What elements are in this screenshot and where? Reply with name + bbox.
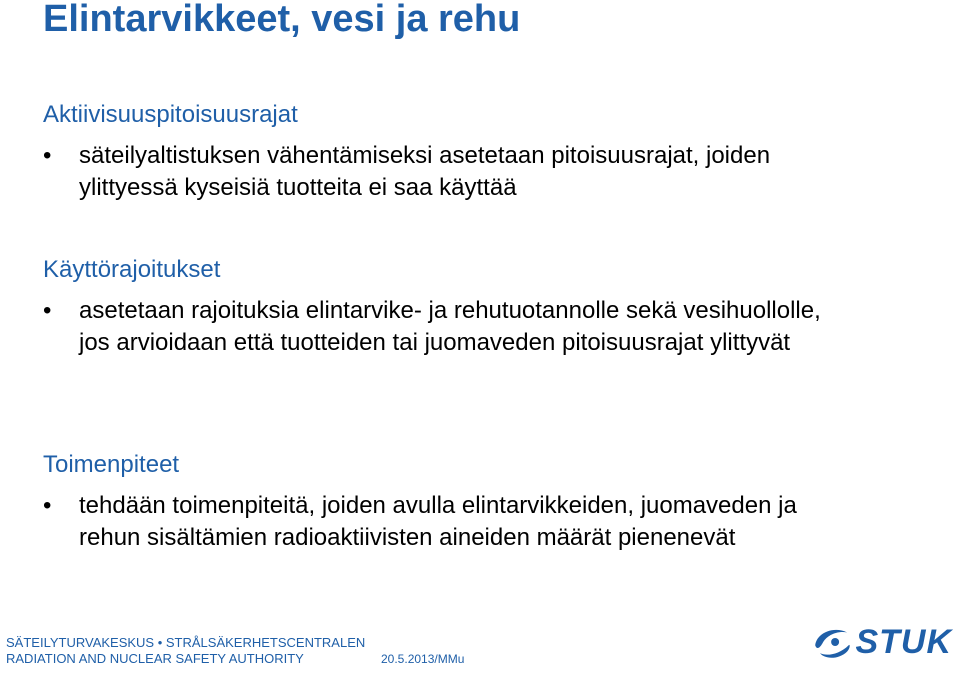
bullet-item xyxy=(43,490,923,554)
footer-organization: SÄTEILYTURVAKESKUS • STRÅLSÄKERHETSCENTRALEN xyxy=(6,635,366,650)
bullet-item xyxy=(43,295,923,359)
bullet-icon: • xyxy=(43,297,52,324)
stuk-logo-text: STUK xyxy=(855,622,952,661)
footer-authority: RADIATION AND NUCLEAR SAFETY AUTHORITY xyxy=(6,651,304,666)
section-heading: Käyttörajoitukset xyxy=(43,256,221,283)
bullet-icon: • xyxy=(43,142,52,169)
section-usage-restrictions xyxy=(43,255,923,359)
section-heading: Toimenpiteet xyxy=(43,451,180,478)
bullet-text: säteilyaltistuksen vähentämiseksi asetetaan pitoisuusrajat, joiden ylittyessä kyseisiä tuotteita ei saa käyttää xyxy=(79,142,771,201)
section-heading: Aktiivisuuspitoisuusrajat xyxy=(43,101,298,128)
bullet-text: asetetaan rajoituksia elintarvike- ja rehutuotannolle sekä vesihuollolle, jos arvioidaan että tuotteiden tai juomaveden pitoisuusrajat ylittyvät xyxy=(79,297,821,356)
slide-title: Elintarvikkeet, vesi ja rehu xyxy=(43,0,521,40)
bullet-text: tehdään toimenpiteitä, joiden avulla elintarvikkeiden, juomaveden ja rehun sisältämien radioaktiivisten aineiden määrät pienenevät xyxy=(79,492,797,551)
bullet-icon: • xyxy=(43,492,52,519)
stuk-swirl-icon xyxy=(812,620,853,664)
bullet-item xyxy=(43,140,923,204)
section-measures xyxy=(43,450,923,554)
section-activity-limits xyxy=(43,100,923,204)
stuk-logo xyxy=(812,612,952,672)
footer-date: 20.5.2013/MMu xyxy=(381,652,465,666)
